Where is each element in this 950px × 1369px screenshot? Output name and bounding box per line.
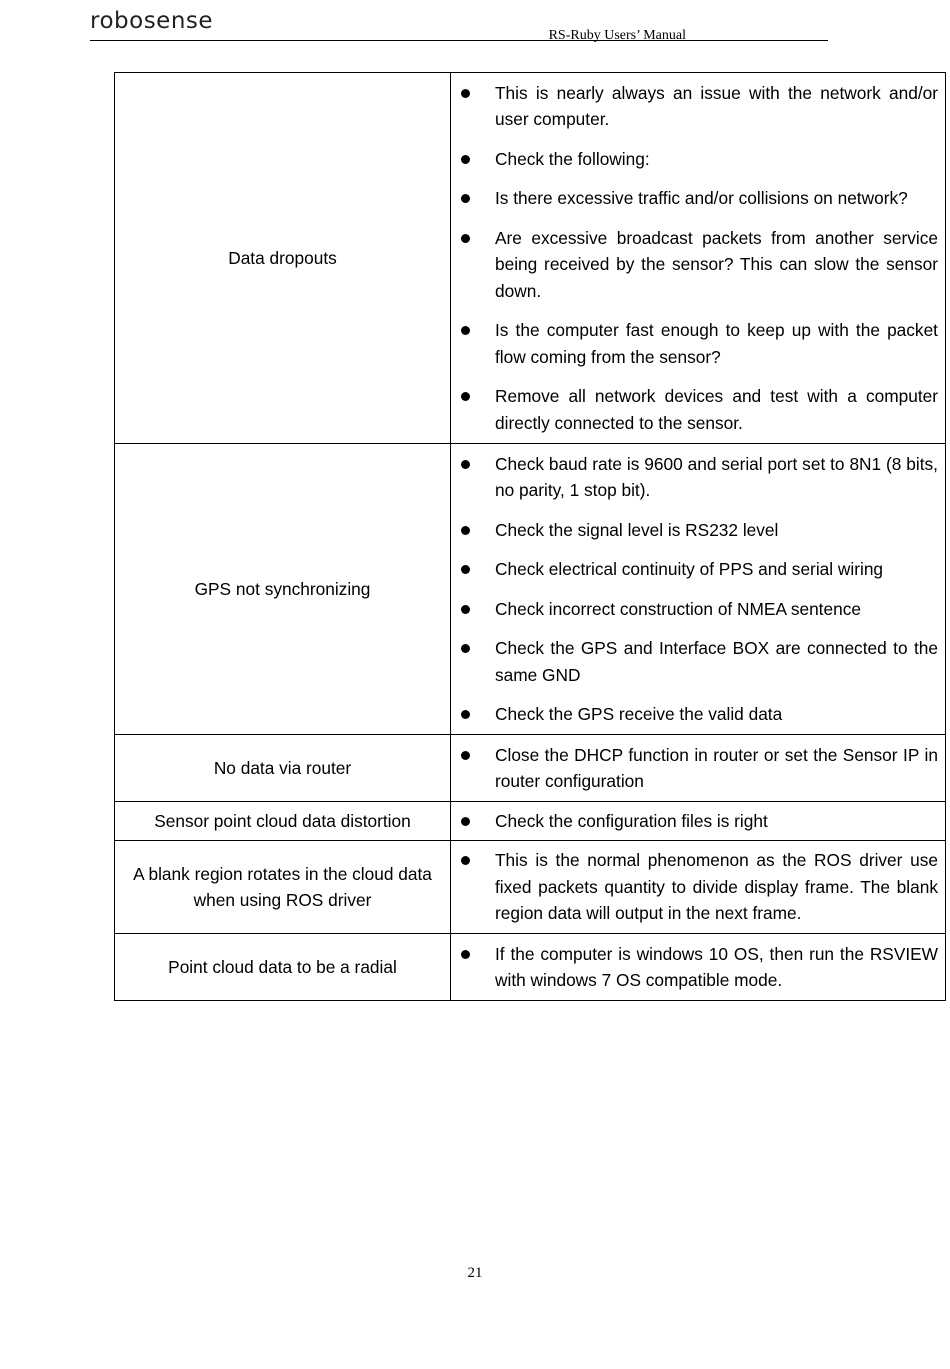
solution-text: This is the normal phenomenon as the ROS driver use fixed packets quantity to divide display frame. The blank region data will output in the next frame. (495, 850, 938, 924)
solution-text: Is there excessive traffic and/or collisions on network? (495, 188, 908, 209)
solution-item (451, 451, 945, 504)
solutions-cell (451, 444, 946, 735)
solutions-cell (451, 934, 946, 1001)
table-row (115, 934, 946, 1001)
table-row (115, 802, 946, 841)
bullet-icon (461, 155, 470, 164)
solution-item (451, 383, 945, 436)
solution-item (451, 225, 945, 305)
solutions-cell (451, 841, 946, 934)
solution-text: This is nearly always an issue with the network and/or user computer. (495, 82, 938, 130)
solution-list (451, 80, 945, 437)
solution-text: Close the DHCP function in router or set the Sensor IP in router configuration (495, 744, 938, 791)
solutions-cell (451, 735, 946, 802)
page-header (90, 8, 828, 44)
table-row (115, 841, 946, 934)
bullet-icon (461, 950, 470, 959)
solutions-cell (451, 802, 946, 841)
bullet-icon (461, 710, 470, 719)
bullet-icon (461, 856, 470, 865)
solution-item (451, 742, 945, 795)
solution-item (451, 556, 945, 583)
bullet-icon (461, 565, 470, 574)
solution-list (451, 847, 945, 927)
solution-item (451, 596, 945, 623)
bullet-icon (461, 605, 470, 614)
bullet-icon (461, 392, 470, 401)
solution-item (451, 941, 945, 994)
bullet-icon (461, 526, 470, 535)
solution-item (451, 146, 945, 173)
solution-text: Is the computer fast enough to keep up with the packet flow coming from the sensor? (495, 320, 938, 367)
table-row (115, 73, 946, 444)
solution-item (451, 517, 945, 544)
solution-text: If the computer is windows 10 OS, then run the RSVIEW with windows 7 OS compatible mode. (495, 943, 938, 990)
symptom-cell: Data dropouts (115, 73, 451, 444)
solutions-cell (451, 73, 946, 444)
page-number: 21 (467, 1265, 483, 1281)
bullet-icon (461, 234, 470, 243)
solution-item (451, 808, 945, 835)
bullet-icon (461, 460, 470, 469)
robosense-logo: robosense (90, 8, 214, 34)
solution-item (451, 847, 945, 927)
solution-list (451, 742, 945, 795)
bullet-icon (461, 751, 470, 760)
symptom-cell: Point cloud data to be a radial (115, 934, 451, 1001)
bullet-icon (461, 817, 470, 826)
solution-text: Check the configuration files is right (495, 810, 768, 831)
bullet-icon (461, 644, 470, 653)
symptom-cell: A blank region rotates in the cloud data when using ROS driver (115, 841, 451, 934)
bullet-icon (461, 326, 470, 335)
solution-text: Check electrical continuity of PPS and serial wiring (495, 559, 884, 579)
solution-list (451, 451, 945, 728)
solution-text: Check the GPS and Interface BOX are connected to the same GND (495, 638, 938, 685)
symptom-cell: Sensor point cloud data distortion (115, 802, 451, 841)
solution-item (451, 635, 945, 688)
bullet-icon (461, 194, 470, 203)
solution-item (451, 185, 945, 212)
solution-list (451, 941, 945, 994)
solution-text: Check the signal level is RS232 level (495, 519, 779, 540)
bullet-icon (461, 89, 470, 98)
header-divider (90, 40, 828, 41)
solution-text: Check the following: (495, 148, 650, 169)
solution-text: Check the GPS receive the valid data (495, 704, 783, 724)
table-row (115, 735, 946, 802)
solution-text: Check baud rate is 9600 and serial port set to 8N1 (8 bits, no parity, 1 stop bit). (495, 453, 938, 500)
solution-text: Remove all network devices and test with a computer directly connected to the sensor. (495, 386, 938, 433)
solution-text: Check incorrect construction of NMEA sentence (495, 598, 861, 619)
solution-item (451, 701, 945, 728)
manual-title: RS-Ruby Users’ Manual (548, 28, 686, 43)
solution-item (451, 80, 945, 133)
solution-item (451, 317, 945, 370)
table-row (115, 444, 946, 735)
solution-text: Are excessive broadcast packets from another service being received by the sensor? This can slow the sensor down. (495, 227, 938, 301)
solution-list (451, 808, 945, 835)
symptom-cell: GPS not synchronizing (115, 444, 451, 735)
troubleshooting-table (114, 72, 946, 1001)
symptom-cell: No data via router (115, 735, 451, 802)
